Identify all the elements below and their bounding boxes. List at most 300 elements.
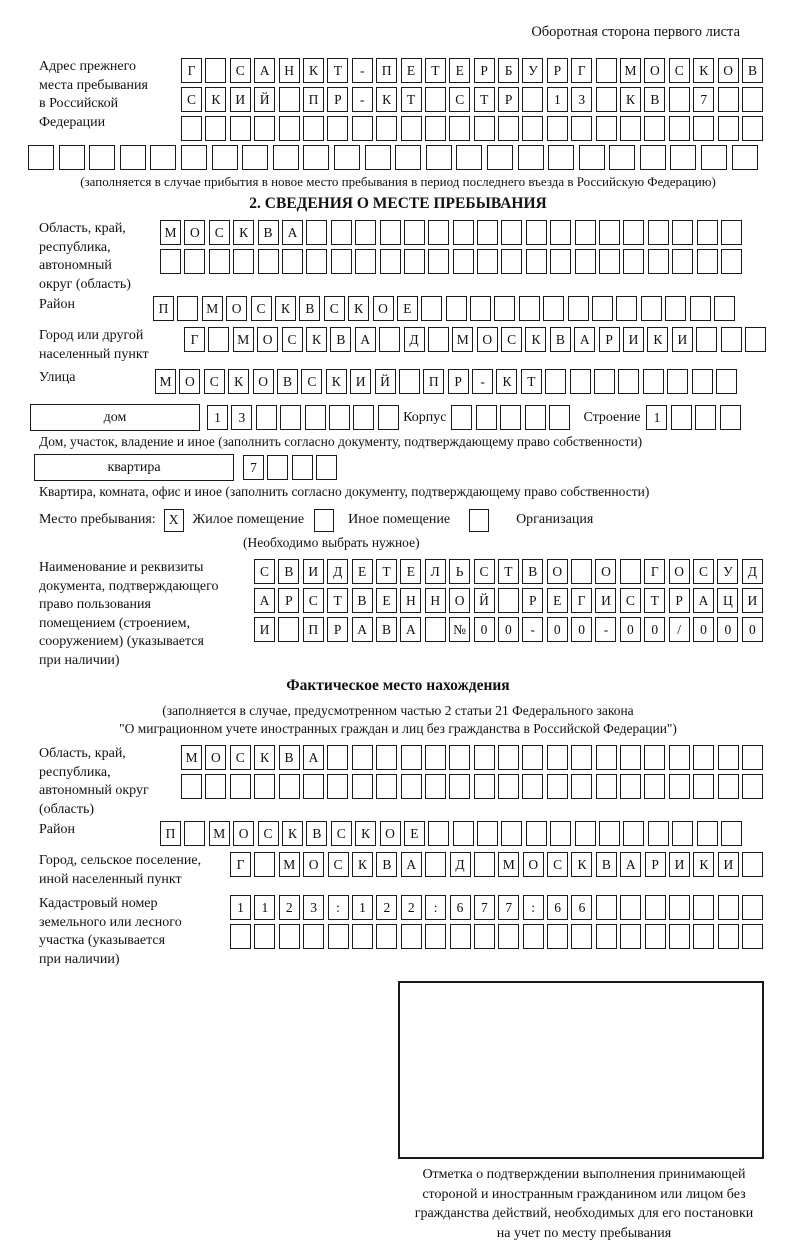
label-line: автономный округ (39, 782, 181, 801)
char-cell: О (373, 296, 394, 321)
char-cell: К (693, 852, 714, 877)
char-cell (742, 895, 763, 920)
char-cell (672, 249, 693, 274)
char-cell (279, 116, 300, 141)
char-cell (184, 249, 205, 274)
char-cell (648, 220, 669, 245)
char-cell (645, 895, 666, 920)
residence-option-label: Жилое помещение (193, 507, 304, 533)
char-cell: Р (498, 87, 519, 112)
char-cell: 1 (646, 405, 667, 430)
char-cell (254, 116, 275, 141)
char-cell (280, 405, 301, 430)
char-cell: С (449, 87, 470, 112)
char-cell (721, 249, 742, 274)
residence-type-label: Место пребывания: (39, 507, 156, 533)
char-cell (695, 405, 716, 430)
dom-box: дом (30, 404, 200, 431)
char-cell (641, 296, 662, 321)
char-cell (669, 924, 690, 949)
char-cell (306, 249, 327, 274)
char-cell (550, 249, 571, 274)
char-cell: 0 (474, 617, 495, 642)
char-cell (404, 249, 425, 274)
char-cell (742, 852, 763, 877)
char-cell: 1 (352, 895, 373, 920)
char-cell: М (202, 296, 223, 321)
char-cell: О (380, 821, 401, 846)
char-cell: П (303, 87, 324, 112)
char-cell (547, 774, 568, 799)
char-cell: Р (327, 617, 348, 642)
char-cell: К (205, 87, 226, 112)
char-cell (648, 821, 669, 846)
char-grid-row (243, 455, 341, 480)
char-cell: И (595, 588, 616, 613)
char-cell: О (205, 745, 226, 770)
char-cell: С (282, 327, 303, 352)
char-cell: М (620, 58, 641, 83)
char-cell (669, 895, 690, 920)
char-cell (644, 774, 665, 799)
char-cell: В (299, 296, 320, 321)
rayon-field (28, 296, 768, 325)
char-cell (568, 296, 589, 321)
char-cell (742, 924, 763, 949)
char-cell (328, 924, 349, 949)
char-cell (184, 821, 205, 846)
char-cell: 7 (474, 895, 495, 920)
char-cell (693, 924, 714, 949)
char-cell: И (303, 559, 324, 584)
char-cell (425, 745, 446, 770)
char-cell (596, 58, 617, 83)
residence-type-row (39, 507, 768, 533)
char-grid-row (160, 821, 745, 846)
char-cell: С (230, 58, 251, 83)
char-cell (279, 87, 300, 112)
char-cell (716, 369, 737, 394)
char-grid-row (646, 405, 744, 430)
char-cell: У (522, 58, 543, 83)
char-grid-row (153, 296, 738, 321)
char-cell (501, 249, 522, 274)
char-cell (721, 821, 742, 846)
char-cell (256, 405, 277, 430)
fact-title: Фактическое место нахождения (28, 677, 768, 695)
char-cell (487, 145, 513, 170)
char-cell: Р (522, 588, 543, 613)
char-cell: И (672, 327, 693, 352)
char-cell (543, 296, 564, 321)
char-cell (254, 924, 275, 949)
char-cell (701, 145, 727, 170)
char-cell: 0 (717, 617, 738, 642)
char-cell: С (501, 327, 522, 352)
char-cell (474, 852, 495, 877)
char-cell (592, 296, 613, 321)
fact-oblast-grid (181, 745, 766, 803)
char-cell: С (474, 559, 495, 584)
char-cell (669, 745, 690, 770)
char-cell (428, 220, 449, 245)
char-cell (697, 220, 718, 245)
char-cell: Е (401, 58, 422, 83)
char-cell: Д (404, 327, 425, 352)
char-cell: - (472, 369, 493, 394)
char-cell (303, 924, 324, 949)
char-cell (498, 924, 519, 949)
char-cell (120, 145, 146, 170)
char-cell: В (352, 588, 373, 613)
char-cell: О (449, 588, 470, 613)
char-cell: О (179, 369, 200, 394)
char-cell: А (254, 58, 275, 83)
char-cell: К (647, 327, 668, 352)
char-cell: К (496, 369, 517, 394)
char-cell: О (644, 58, 665, 83)
char-cell (648, 249, 669, 274)
char-cell (233, 249, 254, 274)
char-cell (181, 774, 202, 799)
char-cell: Г (644, 559, 665, 584)
char-cell (571, 116, 592, 141)
char-cell (474, 774, 495, 799)
ulitsa-label: Улица (28, 369, 155, 388)
char-cell (571, 774, 592, 799)
label-line: Наименование и реквизиты (39, 559, 254, 578)
char-cell: : (523, 895, 544, 920)
char-cell: С (620, 588, 641, 613)
char-cell (718, 87, 739, 112)
char-cell: Р (547, 58, 568, 83)
char-cell: П (160, 821, 181, 846)
char-cell (208, 327, 229, 352)
char-cell (693, 895, 714, 920)
char-grid-row (181, 116, 766, 141)
char-cell: О (547, 559, 568, 584)
residence-checkbox-inoe (314, 509, 334, 532)
char-cell (449, 774, 470, 799)
char-cell: А (352, 617, 373, 642)
residence-type-note: (Необходимо выбрать нужное) (243, 535, 768, 551)
char-cell (450, 924, 471, 949)
char-cell: 1 (254, 895, 275, 920)
label-line: земельного или лесного (39, 914, 230, 933)
char-cell (670, 145, 696, 170)
char-cell: К (355, 821, 376, 846)
char-cell: В (278, 559, 299, 584)
char-cell (327, 774, 348, 799)
char-cell: Н (425, 588, 446, 613)
char-cell (401, 774, 422, 799)
char-cell (671, 405, 692, 430)
char-cell (644, 116, 665, 141)
gorod-field (28, 327, 768, 364)
char-cell: - (522, 617, 543, 642)
label-line: Кадастровый номер (39, 895, 230, 914)
char-cell: А (620, 852, 641, 877)
label-line: документа, подтверждающего (39, 578, 254, 597)
char-cell: А (401, 852, 422, 877)
char-cell: Г (571, 588, 592, 613)
char-cell: И (718, 852, 739, 877)
section-2-title: 2. СВЕДЕНИЯ О МЕСТЕ ПРЕБЫВАНИЯ (28, 195, 768, 213)
char-cell (477, 821, 498, 846)
char-cell (453, 220, 474, 245)
char-cell (331, 249, 352, 274)
char-cell (425, 924, 446, 949)
char-cell: Т (521, 369, 542, 394)
char-cell: О (253, 369, 274, 394)
char-cell (428, 249, 449, 274)
char-grid-row (207, 405, 402, 430)
char-cell (697, 821, 718, 846)
char-cell: Т (425, 58, 446, 83)
char-cell: Г (230, 852, 251, 877)
char-cell: 3 (571, 87, 592, 112)
char-cell: 7 (693, 87, 714, 112)
char-cell (522, 774, 543, 799)
char-cell (623, 821, 644, 846)
char-grid-row (181, 745, 766, 770)
char-cell (594, 369, 615, 394)
char-cell (89, 145, 115, 170)
char-cell: А (400, 617, 421, 642)
char-cell: И (742, 588, 763, 613)
char-cell (525, 405, 546, 430)
char-cell: О (184, 220, 205, 245)
char-cell (501, 821, 522, 846)
stroenie-label: Строение (583, 405, 640, 431)
char-grid-row (181, 87, 766, 112)
char-cell (327, 745, 348, 770)
dom-caption: Дом, участок, владение и иное (заполнить согласно документу, подтверждающему право собственности) (39, 434, 768, 450)
char-cell: С (251, 296, 272, 321)
char-cell: К (620, 87, 641, 112)
char-cell: 0 (498, 617, 519, 642)
char-cell (718, 774, 739, 799)
label-line: помещением (строением, (39, 615, 254, 634)
label-line: при наличии) (39, 951, 230, 970)
document-grid (254, 559, 766, 646)
char-cell (425, 852, 446, 877)
char-cell (352, 116, 373, 141)
char-cell: И (230, 87, 251, 112)
char-cell (365, 145, 391, 170)
char-cell: П (303, 617, 324, 642)
char-cell (575, 249, 596, 274)
char-cell: Т (376, 559, 397, 584)
ulitsa-field (28, 369, 768, 398)
char-cell: 7 (243, 455, 264, 480)
char-cell: Р (448, 369, 469, 394)
char-cell (498, 745, 519, 770)
char-grid-row (184, 327, 769, 352)
char-cell (693, 116, 714, 141)
char-cell (428, 821, 449, 846)
char-cell: Н (400, 588, 421, 613)
char-cell: Е (449, 58, 470, 83)
char-cell (596, 924, 617, 949)
char-cell: К (306, 327, 327, 352)
fact-oblast-field (28, 745, 768, 819)
char-cell: К (228, 369, 249, 394)
char-cell: К (254, 745, 275, 770)
char-cell: П (153, 296, 174, 321)
char-cell: А (303, 745, 324, 770)
char-cell (352, 924, 373, 949)
char-cell: Т (327, 58, 348, 83)
char-cell (399, 369, 420, 394)
char-cell (522, 116, 543, 141)
char-grid-row (181, 58, 766, 83)
char-cell (519, 296, 540, 321)
char-cell (575, 220, 596, 245)
char-cell (279, 924, 300, 949)
char-cell (609, 145, 635, 170)
char-cell: С (324, 296, 345, 321)
char-cell: В (277, 369, 298, 394)
dom-row (30, 404, 768, 431)
char-cell: К (571, 852, 592, 877)
char-cell: Й (474, 588, 495, 613)
char-cell (316, 455, 337, 480)
char-cell (327, 116, 348, 141)
char-cell (623, 249, 644, 274)
char-cell: - (595, 617, 616, 642)
char-cell: К (233, 220, 254, 245)
char-cell (742, 745, 763, 770)
char-cell (599, 249, 620, 274)
char-cell: 0 (644, 617, 665, 642)
char-cell: Ь (449, 559, 470, 584)
char-grid-row (160, 220, 745, 245)
char-cell: Й (254, 87, 275, 112)
fact-rayon-label: Район (28, 821, 160, 840)
char-cell (498, 774, 519, 799)
char-cell (720, 405, 741, 430)
char-cell (305, 405, 326, 430)
char-cell (425, 617, 446, 642)
char-cell (745, 327, 766, 352)
char-cell (522, 745, 543, 770)
label-line: иной населенный пункт (39, 871, 230, 890)
char-grid-row (254, 559, 766, 584)
char-cell (596, 895, 617, 920)
char-cell (692, 369, 713, 394)
char-cell: Л (425, 559, 446, 584)
char-cell: Р (327, 87, 348, 112)
char-cell: В (330, 327, 351, 352)
char-cell (693, 745, 714, 770)
label-line: сооружением) (указывается (39, 633, 254, 652)
label-line: населенный пункт (39, 346, 184, 365)
char-cell (278, 617, 299, 642)
kvartira-caption: Квартира, комната, офис и иное (заполнить согласно документу, подтверждающему право собственности) (39, 484, 768, 500)
label-line: Город или другой (39, 327, 184, 346)
kadastr-field (28, 895, 768, 969)
char-cell: С (209, 220, 230, 245)
char-cell (596, 87, 617, 112)
char-cell (571, 559, 592, 584)
char-cell: Б (498, 58, 519, 83)
char-cell (380, 220, 401, 245)
char-cell (230, 774, 251, 799)
char-cell: В (376, 617, 397, 642)
char-cell: 3 (303, 895, 324, 920)
char-cell: Е (547, 588, 568, 613)
char-cell (329, 405, 350, 430)
stamp-caption (384, 1165, 784, 1243)
char-cell: К (303, 58, 324, 83)
char-cell (230, 924, 251, 949)
kadastr-label (28, 895, 230, 969)
char-cell (643, 369, 664, 394)
char-cell (282, 249, 303, 274)
char-cell: 1 (207, 405, 228, 430)
char-cell: А (574, 327, 595, 352)
char-cell: Е (352, 559, 373, 584)
char-cell: Д (742, 559, 763, 584)
char-cell (522, 87, 543, 112)
char-grid-row (181, 774, 766, 799)
char-cell: О (595, 559, 616, 584)
char-cell: Р (474, 58, 495, 83)
char-cell: Е (376, 588, 397, 613)
char-cell: С (181, 87, 202, 112)
char-cell (645, 924, 666, 949)
char-cell: С (693, 559, 714, 584)
char-cell: Р (669, 588, 690, 613)
char-cell (205, 774, 226, 799)
char-cell (476, 405, 497, 430)
char-cell: О (669, 559, 690, 584)
char-cell (500, 405, 521, 430)
char-cell (376, 116, 397, 141)
char-cell (714, 296, 735, 321)
gorod-label (28, 327, 184, 364)
prev-address-field (28, 58, 768, 145)
char-cell (279, 774, 300, 799)
char-cell: А (282, 220, 303, 245)
char-cell (526, 249, 547, 274)
char-grid-row (155, 369, 740, 394)
char-cell: Д (327, 559, 348, 584)
char-cell (334, 145, 360, 170)
char-cell (306, 220, 327, 245)
char-cell (623, 220, 644, 245)
char-cell (571, 924, 592, 949)
char-grid-row (254, 588, 766, 613)
char-cell (401, 924, 422, 949)
char-cell (718, 745, 739, 770)
char-cell: Р (645, 852, 666, 877)
char-cell (575, 821, 596, 846)
char-cell (425, 87, 446, 112)
char-cell: К (348, 296, 369, 321)
label-line: места пребывания (39, 77, 181, 96)
char-cell (449, 745, 470, 770)
char-cell: О (226, 296, 247, 321)
char-cell: Е (397, 296, 418, 321)
char-cell: Р (599, 327, 620, 352)
char-cell: М (498, 852, 519, 877)
char-cell: Г (184, 327, 205, 352)
char-cell (212, 145, 238, 170)
char-cell (742, 116, 763, 141)
char-cell (570, 369, 591, 394)
